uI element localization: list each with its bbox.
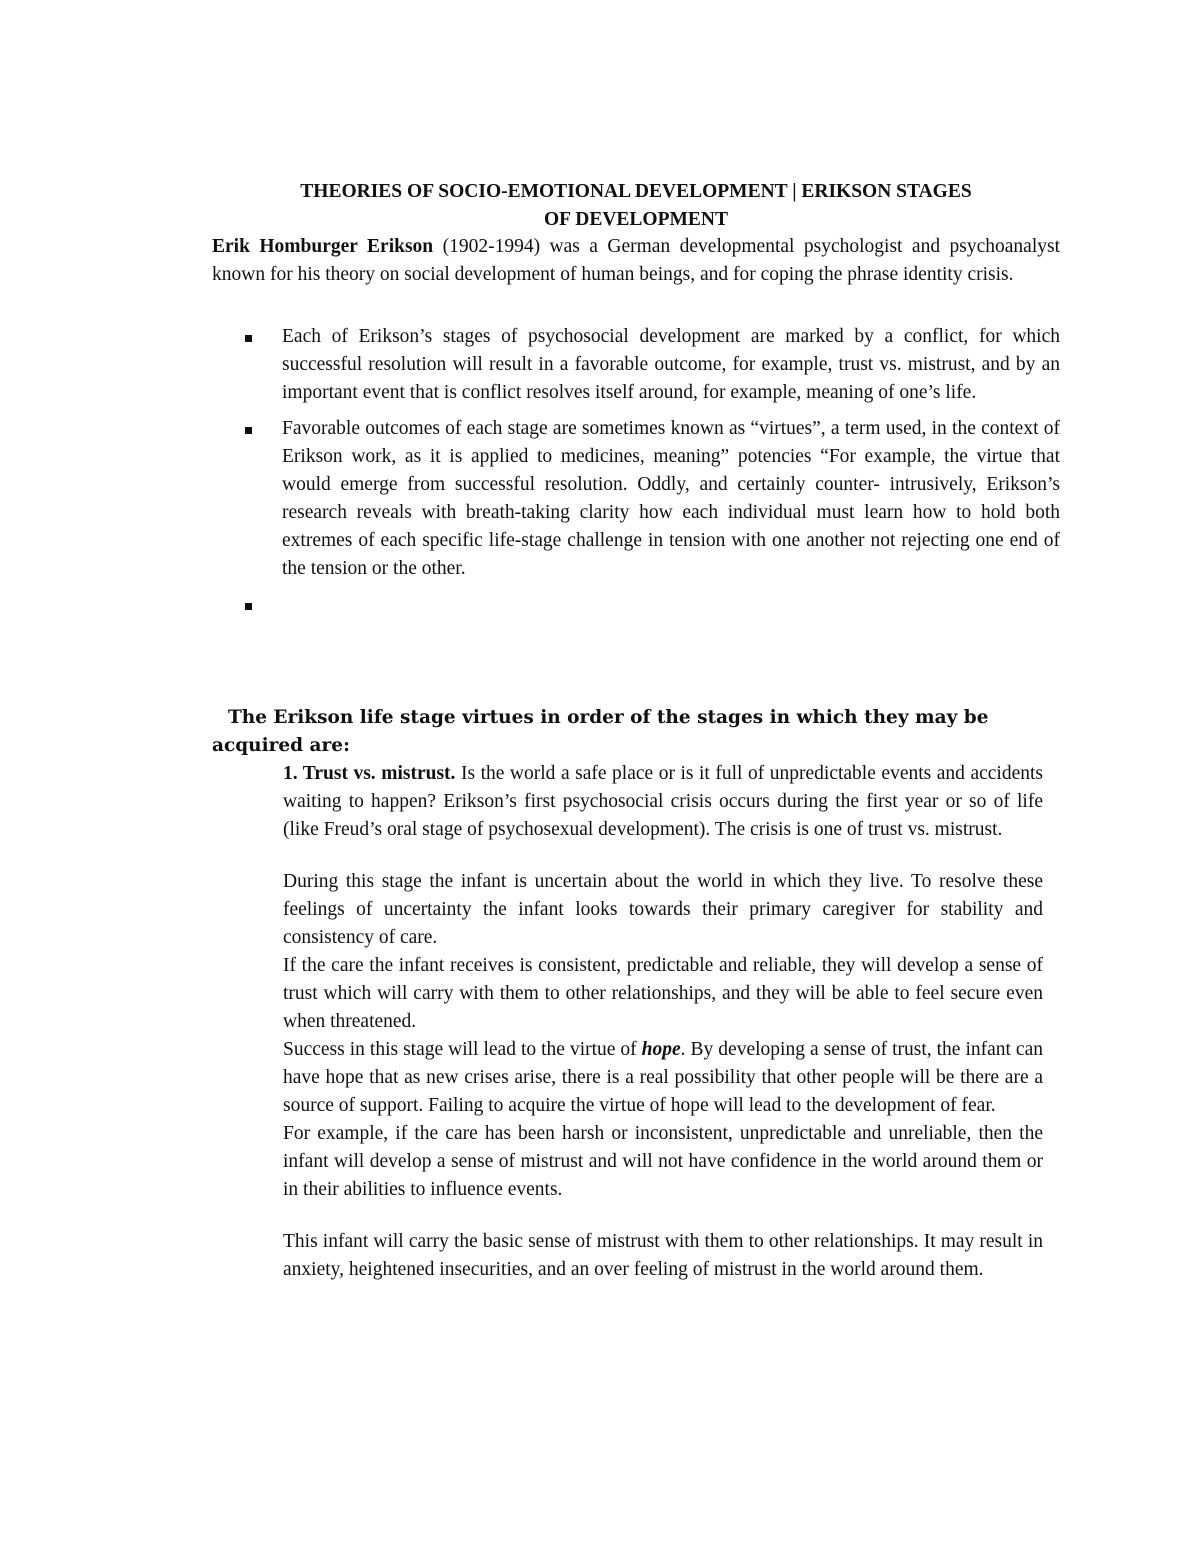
paragraph-gap <box>283 1204 1043 1228</box>
intro-name: Erik Homburger Erikson <box>212 236 434 257</box>
title-line-2: OF DEVELOPMENT <box>544 209 728 230</box>
title-line-1: THEORIES OF SOCIO-EMOTIONAL DEVELOPMENT | ERIKSON STAGES <box>300 181 972 202</box>
stage-1-intro-text: Is the world a safe place or is it full of unpredictable events and accidents waiting to happen? Erikson’s first psychosocial crisis occurs during the first year or so of life (like Freud’s oral stage of psychosexual development). The crisis is one of trust vs. mistrust. <box>283 763 1043 840</box>
stage-1-paragraph-4: For example, if the care has been harsh or inconsistent, unpredictable and unreliable, then the infant will develop a sense of mistrust and will not have confidence in the world around them or in their abilities to influence events. <box>283 1123 1043 1200</box>
stage-1-paragraph-2: If the care the infant receives is consistent, predictable and reliable, they will develop a sense of trust which will carry with them to other relationships, and they will be able to feel secure even when threatened. <box>283 955 1043 1032</box>
square-bullet-icon <box>245 603 252 610</box>
stage-1-p3-after: . By developing a sense of trust, the infant can have hope that as new crises arise, there is a real possibility that other people will be there are a source of support. Failing to acquire the virtue of hope will lead to the development of fear. <box>283 1039 1043 1116</box>
bullet-item-2 <box>212 415 1060 583</box>
document-title <box>212 178 1060 234</box>
square-bullet-icon <box>245 427 252 434</box>
intro-paragraph <box>212 233 1060 289</box>
stage-1-section <box>283 760 1043 1284</box>
bullet-item-1 <box>212 323 1060 407</box>
stage-1-paragraph-1: During this stage the infant is uncertain about the world in which they live. To resolve these feelings of uncertainty the infant looks towards their primary caregiver for stability and consistency of care. <box>283 871 1043 948</box>
stage-1-p3-before: Success in this stage will lead to the virtue of <box>283 1039 642 1060</box>
square-bullet-icon <box>245 335 252 342</box>
stage-1-paragraph-3 <box>283 1036 1043 1120</box>
intro-text: (1902-1994) was a German developmental psychologist and psychoanalyst known for his theory on social development of human beings, and for coping the phrase identity crisis. <box>212 236 1060 285</box>
stage-1-intro <box>283 760 1043 844</box>
paragraph-gap <box>283 844 1043 868</box>
bullet-text-2: Favorable outcomes of each stage are sometimes known as “virtues”, a term used, in the context of Erikson work, as it is applied to medicines, meaning” potencies “For example, the virtue that would emerge from successful resolution. Oddly, and certainly counter- intrusively, Erikson’s research reveals with breath-taking clarity how each individual must learn how to hold both extremes of each specific life-stage challenge in tension with one another not rejecting one end of the tension or the other. <box>282 418 1060 579</box>
stage-1-paragraph-5: This infant will carry the basic sense of mistrust with them to other relationships. It may result in anxiety, heightened insecurities, and an over feeling of mistrust in the world around them. <box>283 1231 1043 1280</box>
stage-1-label: 1. Trust vs. mistrust. <box>283 763 456 784</box>
bullet-item-3 <box>212 591 1060 619</box>
hope-emphasis: hope <box>641 1039 681 1060</box>
bullet-list <box>212 323 1060 627</box>
virtues-heading: The Erikson life stage virtues in order of the stages in which they may be acquired are: <box>212 707 989 756</box>
bullet-text-1: Each of Erikson’s stages of psychosocial development are marked by a conflict, for which successful resolution will result in a favorable outcome, for example, trust vs. mistrust, and by an important event that is conflict resolves itself around, for example, meaning of one’s life. <box>282 326 1060 403</box>
